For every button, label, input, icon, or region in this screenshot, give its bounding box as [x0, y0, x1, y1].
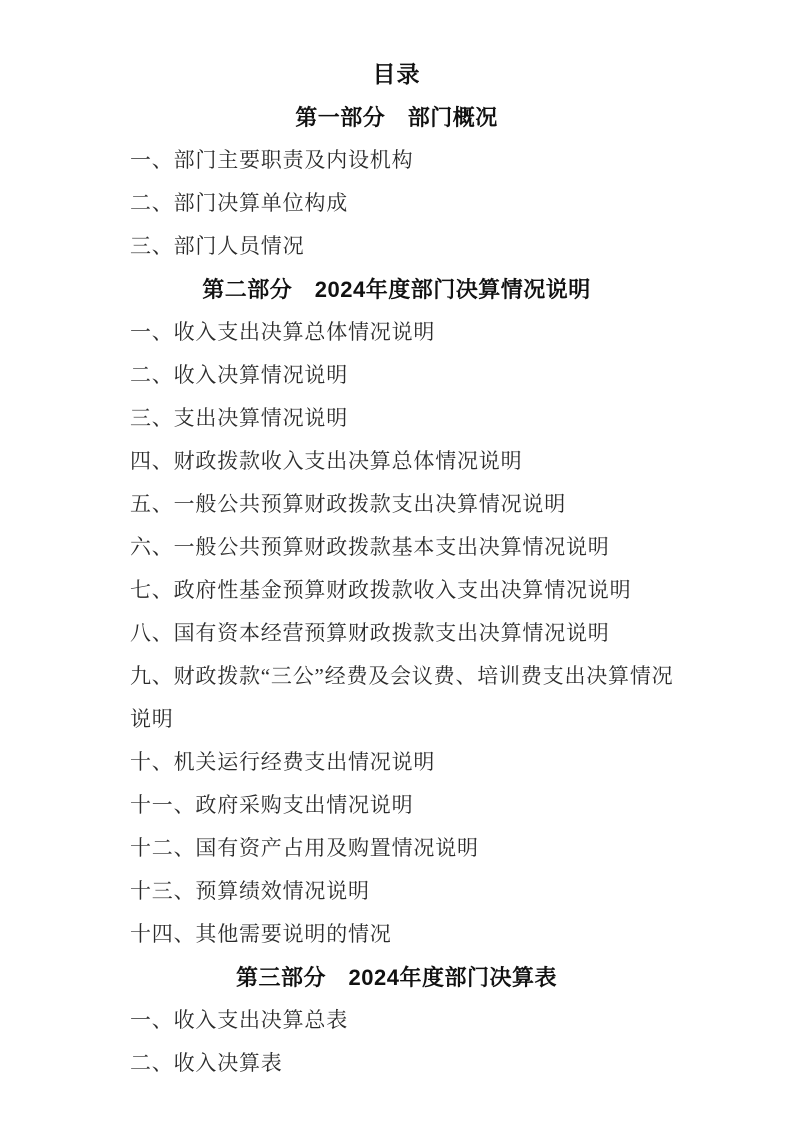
section-heading-part3: 第三部分 2024年度部门决算表	[236, 965, 557, 990]
page-title: 目录	[372, 61, 421, 87]
toc-item: 二、收入决算情况说明	[130, 363, 348, 387]
toc-item: 二、收入决算表	[130, 1051, 283, 1075]
toc-item: 三、支出决算情况说明	[130, 406, 348, 430]
toc-item: 一、收入支出决算总表	[130, 1008, 348, 1032]
toc-item: 三、部门人员情况	[130, 234, 305, 258]
toc-item: 一、部门主要职责及内设机构	[130, 148, 414, 172]
toc-item: 二、部门决算单位构成	[130, 191, 348, 215]
toc-item: 一、收入支出决算总体情况说明	[130, 320, 436, 344]
toc-item: 十四、其他需要说明的情况	[130, 922, 392, 946]
toc-item: 七、政府性基金预算财政拨款收入支出决算情况说明	[130, 578, 632, 602]
toc-item: 十三、预算绩效情况说明	[130, 879, 370, 903]
section-heading-part1: 第一部分 部门概况	[295, 105, 498, 130]
toc-item: 八、国有资本经营预算财政拨款支出决算情况说明	[130, 621, 610, 645]
toc-item: 六、一般公共预算财政拨款基本支出决算情况说明	[130, 535, 610, 559]
toc-item: 五、一般公共预算财政拨款支出决算情况说明	[130, 492, 566, 516]
toc-item: 十二、国有资产占用及购置情况说明	[130, 836, 479, 860]
toc-item: 四、财政拨款收入支出决算总体情况说明	[130, 449, 523, 473]
toc-item-wrapping: 九、财政拨款“三公”经费及会议费、培训费支出决算情况说明	[130, 664, 674, 731]
toc-item: 十一、政府采购支出情况说明	[130, 793, 414, 817]
section-heading-part2: 第二部分 2024年度部门决算情况说明	[202, 277, 591, 302]
toc-item: 十、机关运行经费支出情况说明	[130, 750, 436, 774]
